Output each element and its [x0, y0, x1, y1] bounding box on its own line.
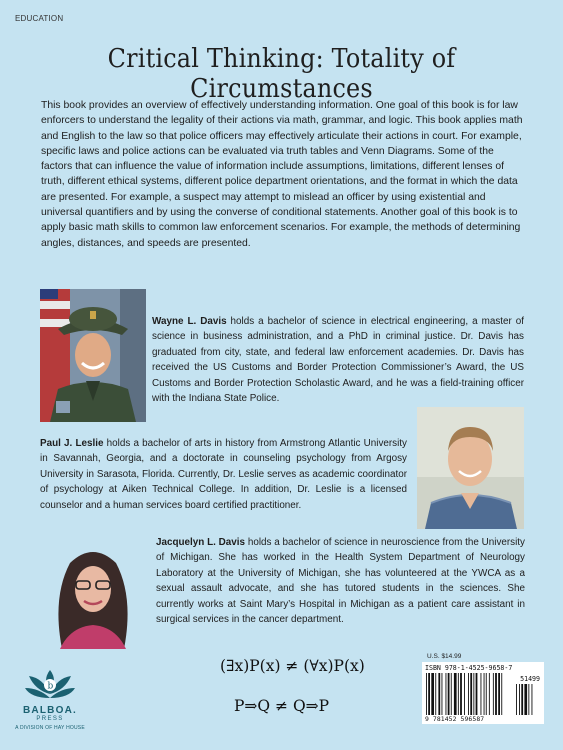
author-bio-wayne-davis: [152, 314, 524, 406]
publisher-name: BALBOA.: [23, 705, 77, 716]
author-bio-text: holds a bachelor of science in neuroscience from the University of Michigan. She has worked in the Health System Department of Neurology Laboratory at the University of Michigan, she has volunteered at the YWCA as a sexual assault advocate, and she has tutored students in the sciences. She currently works at Saint Mary’s Hospital in Michigan as a patient care assistant in surgical services in the cancer department.: [156, 537, 525, 626]
author-name: Wayne L. Davis: [152, 316, 227, 327]
svg-text:b: b: [47, 681, 54, 692]
author-bio-jacquelyn-davis: [156, 535, 525, 627]
publisher-logo: [14, 668, 86, 731]
book-description: [41, 98, 525, 251]
author-photo-jacquelyn-davis: [40, 527, 146, 649]
author-name: Jacquelyn L. Davis: [156, 537, 246, 548]
author-photo-wayne-davis: [40, 289, 146, 422]
isbn-text: ISBN 978-1-4525-9658-7: [425, 664, 513, 672]
book-title: Critical Thinking: Totality of Circumstances: [107, 44, 456, 104]
author-bio-text: holds a bachelor of arts in history from Armstrong Atlantic University in Savannah, Georgia, and a doctorate in counseling psychology from Argosy University in Sarasota, Florida. Currently, Dr. Leslie serves as academic coordinator of psychology at Aiken Technical College. In addition, Dr. Leslie is a licensed counselor and a human services board certified practitioner.: [40, 438, 407, 511]
description-text: This book provides an overview of effectively understanding information. One goal of this book is for law enforcers to understand the legality of their actions via math, grammar, and logic. This book applies math and English to the law so that police officers may effectively articulate their actions in court. For example, specific laws and police actions can be evaluated via truth tables and Venn Diagrams. Some of the factors that can influence the value of information include assumptions, limitations, different lenses of truth, different ethical systems, different police department orientations, and the format in which the data are presented. For example, a suspect may attempt to mislead an officer by using existential and universal quantifiers and by using the converse of conditional statements. Another goal of this book is to apply basic math skills to common law enforcement scenarios. For example, the methods of determining angles, distances, and speeds are presented.: [41, 100, 523, 249]
price-code: 51499: [520, 675, 540, 683]
isbn-barcode: [422, 662, 544, 724]
lotus-icon: [25, 668, 75, 702]
publisher-tagline: A DIVISION OF HAY HOUSE: [15, 725, 85, 731]
isbn-number: 9 781452 596587: [425, 715, 485, 723]
author-name: Paul J. Leslie: [40, 438, 104, 449]
author-photo-paul-leslie: [417, 407, 524, 529]
author-bio-text: holds a bachelor of science in electrical engineering, a master of science in business administration, and a PhD in criminal justice. Dr. Davis has graduated from city, state, and federal law enforcement academies. Dr. Davis has received the US Customs and Border Protection Commissioner’s Award, the US Customs and Border Protection Scholastic Award, and he was a field-training officer with the Indiana State Police.: [152, 316, 524, 405]
author-bio-paul-leslie: [40, 436, 407, 513]
conditional-formula: P⇒Q ≠ Q⇒P: [234, 697, 330, 715]
category-label: EDUCATION: [15, 14, 64, 23]
quantifier-formula: (∃x)P(x) ≠ (∀x)P(x): [220, 657, 365, 675]
publisher-sub: PRESS: [36, 716, 64, 722]
price-label: U.S. $14.99: [427, 653, 462, 660]
